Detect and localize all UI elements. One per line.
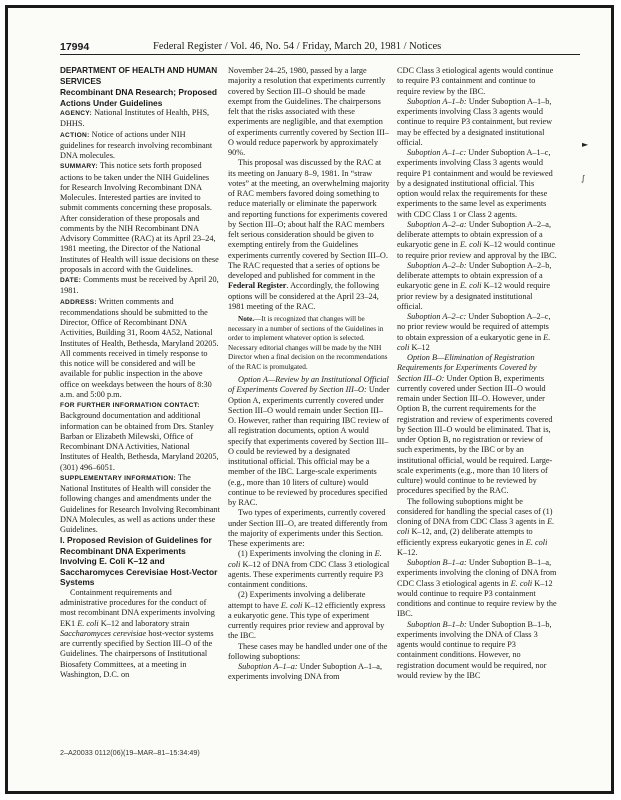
paragraph: CDC Class 3 etiological agents would continue to require P3 containment and continue to require review by the IBC. — [397, 66, 554, 96]
suboption-paragraph: Suboption A–1–b: Under Suboption A–1–b, experiments involving Class 3 agents would continue to require P3 containment, but review may be effected by a designated institutional official. — [397, 96, 553, 147]
agency-label: AGENCY: — [60, 110, 93, 117]
department-heading: DEPARTMENT OF HEALTH AND HUMAN SERVICES — [60, 66, 218, 86]
address-block — [60, 297, 220, 401]
margin-arrow-mark: ► — [582, 140, 589, 149]
paragraph: Two types of experiments, currently covered under Section III–O, are treated differently from the majority of experiments under this Section. These experiments are: — [228, 508, 388, 548]
action-block — [60, 130, 220, 162]
action-label: ACTION: — [60, 131, 90, 139]
paragraph: The following suboptions might be considered for handling the special cases of (1) cloning of DNA from CDC Class 3 agents in E. coli K–12, and, (2) deliberate attempts to efficiently express eukaryotic genes in E. coli K–12. — [397, 496, 555, 557]
print-code-footer: 2–A20033 0112(06)(19–MAR–81–15:34:49) — [60, 748, 200, 757]
contact-label: FOR FURTHER INFORMATION CONTACT: — [60, 402, 200, 409]
suboption-paragraph: Suboption A–2–a: Under Suboption A–2–a, deliberate attempts to obtain expression of a eukaryotic gene in E. coli K–12 would continue to require prior review and approval by the IBC. — [397, 219, 557, 260]
action-text: Notice of actions under NIH guidelines for research involving recombinant DNA molecules. — [60, 129, 213, 160]
paragraph: Containment requirements and administrative procedures for the conduct of most recombinant DNA experiments involving EK1 E. coli K–12 and laboratory strain Saccharomyces cerevisiae host-vector systems are currently specified by Section III–O of the Guidelines. The chairpersons of Institutional Biosafety Committees, at a meeting in Washington, D.C. on — [60, 587, 215, 679]
column-3 — [397, 66, 557, 681]
section-heading: I. Proposed Revision of Guidelines for Recombinant DNA Experiments Involving E. Coli K–12 and Saccharomyces Cerevisiae Host-Vector Systems — [60, 535, 218, 588]
document-subject: Recombinant DNA Research; Proposed Actions Under Guidelines — [60, 87, 217, 108]
column-2 — [228, 66, 390, 683]
supplementary-block — [60, 473, 220, 536]
paragraph: These cases may be handled under one of the following suboptions: — [228, 641, 388, 661]
agency-text: National Institutes of Health, PHS, DHHS. — [60, 108, 210, 129]
agency-block — [60, 108, 220, 130]
paragraph: (1) Experiments involving the cloning in E. coli K–12 of DNA from CDC Class 3 etiological agents. These experiments currently require P3 containment conditions. — [228, 549, 390, 589]
date-text: Comments must be received by April 20, 1981. — [60, 275, 219, 296]
option-a-title: Option A—Review by an Institutional Official of Experiments Covered by Section III–O: — [228, 375, 389, 395]
note-text: —It is recognized that changes will be necessary in a number of sections of the Guidelines in order to implement whatever option is selected. Necessary editorial changes will be made by the NIH Director when a final decision on the recommendations of the RAC is promulgated. — [228, 315, 388, 371]
suboption-paragraph: Suboption A–1–a: Under Suboption A–1–a, experiments involving DNA from — [228, 662, 383, 682]
suboption-paragraph: Suboption B–1–b: Under Suboption B–1–b, experiments involving the DNA of Class 3 agents would continue to require P3 containment conditions. However, no registration document would be required, nor would review by the IBC — [397, 619, 552, 680]
date-label: DATE: — [60, 277, 82, 284]
paragraph: November 24–25, 1980, passed by a large majority a resolution that experiments currently covered by Section III–O should be made exempt from the Guidelines. The chairpersons felt that the risks associated with these experiments are negligible, and that exemption of experiments currently covered by Section III–O would reduce paperwork by approximately 90%. — [228, 66, 389, 157]
option-b-title: Option B—Elimination of Registration Requirements for Experiments Covered by Section III–O: — [397, 353, 537, 383]
summary-text: This notice sets forth proposed actions to be taken under the NIH Guidelines for Research Involving Recombinant DNA Molecules. Interested parties are invited to submit comments concerning these proposals. After consideration of these proposals and comments by the NIH Recombinant DNA Advisory Committee (RAC) at its April 23–24, 1981 meeting, the Director of the National Institutes of Health will issue decisions on these proposals in accord with the Guidelines. — [60, 161, 219, 274]
margin-scribble-mark: ∫ — [581, 174, 586, 183]
note-label: Note. — [238, 315, 255, 323]
running-header — [60, 41, 580, 55]
summary-block — [60, 161, 220, 275]
suboption-paragraph: Suboption A–2–c: Under Suboption A–2–c, no prior review would be required of attempts to obtain expression of a eukaryotic gene in E. coli K–12 — [397, 312, 551, 352]
summary-label: SUMMARY: — [60, 163, 98, 171]
option-a-paragraph: Option A—Review by an Institutional Official of Experiments Covered by Section III–O: Under Option A, experiments currently covered under Section III–O would remain under Section III–O. However, rather than requiring IBC review of all registration documents, option A would specify that experiments covered by Section III–O could be reviewed by a designated institutional official. This official may be a member of the IBC. Large-scale experiments (e.g., more than 10 liters of culture) would continue to be reviewed by procedures specified by RAC. — [228, 375, 390, 507]
column-1 — [60, 66, 220, 680]
suboption-paragraph: Suboption B–1–a: Under Suboption B–1–a, experiments involving the cloning of DNA from CDC Class 3 etiological agents in E. coli K–12 would continue to require P3 containment conditions and continue to require review by the IBC. — [397, 558, 557, 619]
running-head-text: Federal Register / Vol. 46, No. 54 / Friday, March 20, 1981 / Notices — [153, 41, 442, 52]
supplementary-label: SUPPLEMENTARY INFORMATION: — [60, 474, 176, 482]
supplementary-text: The National Institutes of Health will consider the following changes and amendments under the Guidelines for Research Involving Recombinant DNA Molecules, as well as actions under these Guidelines. — [60, 472, 220, 534]
suboption-paragraph: Suboption A–1–c: Under Suboption A–1–c, experiments involving Class 3 agents would require P1 containment and would be reviewed by a designated institutional official. This option would relax the requirements for these experiments to the same level as experiments with CDC Class 1 or Class 2 agents. — [397, 148, 553, 219]
contact-text: Background documentation and additional information can be obtained from Drs. Stanley Barban or Elizabeth Milewski, Office of Recombinant DNA Activities, National Institutes of Health, Bethesda, Maryland 20205, (301) 496–6051. — [60, 411, 219, 472]
suboption-paragraph: Suboption A–2–b: Under Suboption A–2–b, deliberate attempts to obtain expression of a eukaryotic gene in E. coli K–12 would require prior review by a designated institutional official. — [397, 260, 552, 311]
option-b-paragraph: Option B—Elimination of Registration Requirements for Experiments Covered by Section III–O: Under Option B, experiments currently covered under Section III–O would remain under Section III–O. However, under Option B, the current requirements for the registration and review of experiments covered by Section III–O would be eliminated. That is, under Option B, no registration or review of such experiments, by the IBC or by an institutional official, would be required. Large-scale experiments (e.g., more than 10 liters of culture) would continue to be reviewed by procedures specified by the RAC. — [397, 353, 553, 496]
paragraph: This proposal was discussed by the RAC at its meeting on January 8–9, 1981. In “straw votes” at the meeting, an overwhelming majority of RAC members favored doing something to reduce materially or eliminate the paperwork and reporting functions for experiments covered by Section III–O; about half the RAC members felt serious consideration should be given to exempting entirely from the Guidelines experiments currently covered by Section III–O. The RAC requested that a series of options be developed and published for comment in the Federal Register. Accordingly, the following options will be considered at the April 23–24, 1981 meeting of the RAC. — [228, 158, 390, 311]
address-label: ADDRESS: — [60, 298, 97, 306]
address-text: Written comments and recommendations should be submitted to the Director, Office of Recombinant DNA Activities, Building 31, Room 4A52, National Institutes of Health, Bethesda, Maryland 20205. All comments received in timely response to this notice will be considered and will be available for public inspection in the above office on weekdays between the hours of 8:30 a.m. and 5:00 p.m. — [60, 296, 219, 399]
paragraph: (2) Experiments involving a deliberate attempt to have E. coli K–12 efficiently express a eukaryotic gene. This type of experiment currently requires prior review and approval by the IBC. — [228, 590, 386, 641]
page-number: 17994 — [60, 41, 90, 53]
date-block — [60, 275, 220, 297]
contact-block — [60, 400, 220, 473]
editorial-note — [228, 315, 390, 372]
